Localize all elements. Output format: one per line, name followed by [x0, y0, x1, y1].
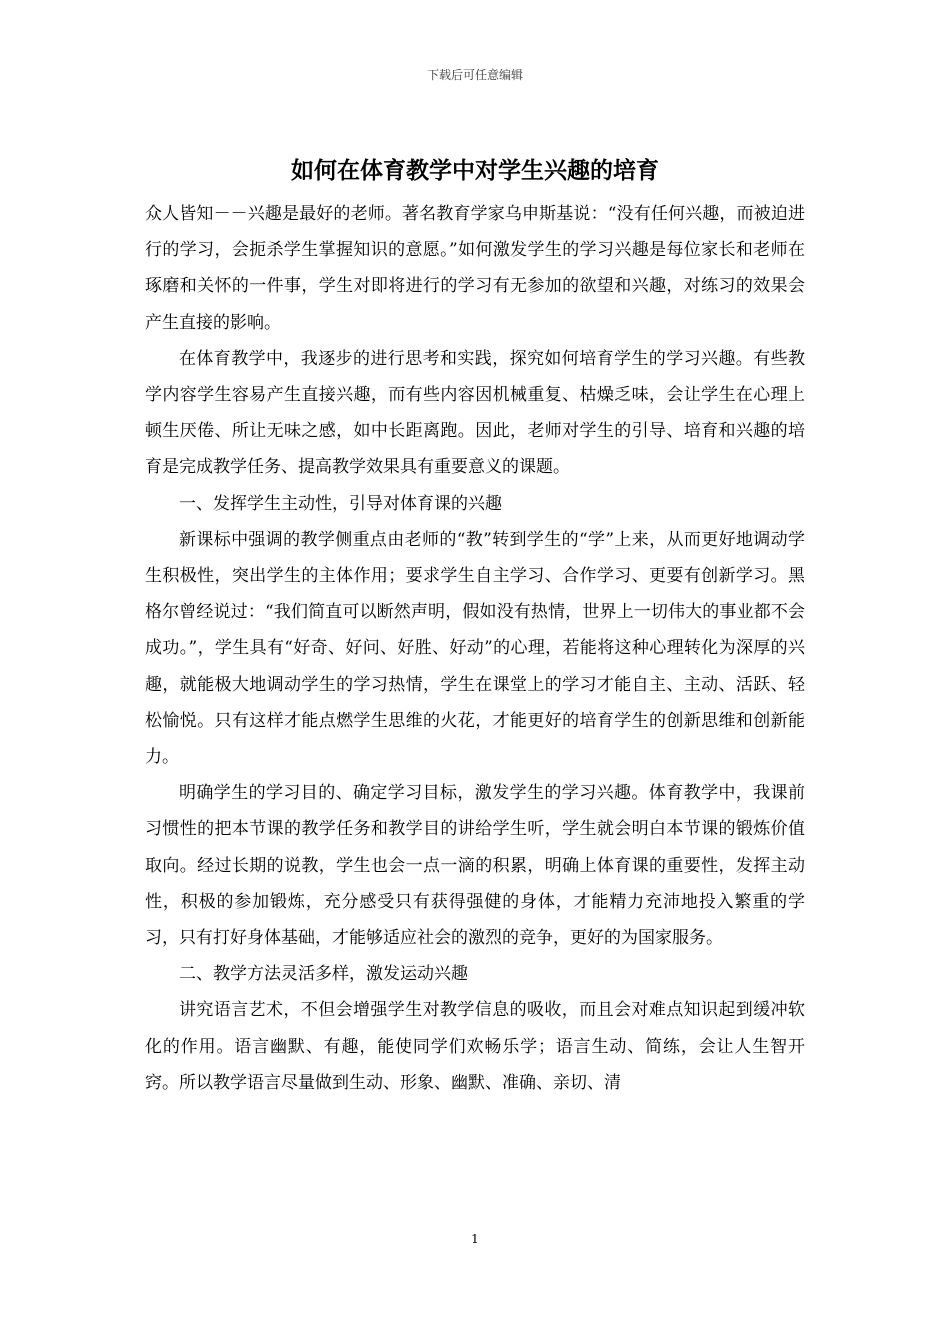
section-heading-1: 一、发挥学生主动性，引导对体育课的兴趣 — [179, 493, 502, 514]
paragraph: 新课标中强调的教学侧重点由老师的“教”转到学生的“学”上来，从而更好地调动学生积极性，突出学生的主体作用；要求学生自主学习、合作学习、更要有创新学习。黑格尔曾经说过：“我们简直可以断然声明，假如没有热情，世界上一切伟大的事业都不会成功。”，学生具有“好奇、好问、好胜、好动”的心理，若能将这种心理转化为深厚的兴趣，就能极大地调动学生的学习热情，学生在课堂上的学习才能自主、主动、活跃、轻松愉悦。只有这样才能点燃学生思维的火花，才能更好的培育学生的创新思维和创新能力。 — [145, 529, 805, 768]
paragraph: 在体育教学中，我逐步的进行思考和实践，探究如何培育学生的学习兴趣。有些教学内容学生容易产生直接兴趣，而有些内容因机械重复、枯燥乏味，会让学生在心理上顿生厌倦、所让无味之感，如中长距离跑。因此，老师对学生的引导、培育和兴趣的培育是完成教学任务、提高教学效果具有重要意义的课题。 — [145, 348, 805, 478]
paragraph-intro: 众人皆知－－兴趣是最好的老师。著名教育学家乌申斯基说：“没有任何兴趣，而被迫进行的学习，会扼杀学生掌握知识的意愿。”如何激发学生的学习兴趣是每位家长和老师在琢磨和关怀的一件事，学生对即将进行的学习有无参加的欲望和兴趣，对练习的效果会产生直接的影响。 — [145, 204, 805, 333]
paragraph: 明确学生的学习目的、确定学习目标，激发学生的学习兴趣。体育教学中，我课前习惯性的把本节课的教学任务和教学目的讲给学生听，学生就会明白本节课的锻炼价值取向。经过长期的说教，学生也会一点一滴的积累，明确上体育课的重要性，发挥主动性，积极的参加锻炼，充分感受只有获得强健的身体，才能精力充沛地投入繁重的学习，只有打好身体基础，才能够适应社会的激烈的竞争，更好的为国家服务。 — [145, 783, 805, 949]
page-number: 1 — [471, 1232, 479, 1246]
paragraph: 讲究语言艺术，不但会增强学生对教学信息的吸收，而且会对难点知识起到缓冲软化的作用。语言幽默、有趣，能使同学们欢畅乐学；语言生动、简练，会让人生智开窍。所以教学语言尽量做到生动、形象、幽默、准确、亲切、清 — [145, 1000, 805, 1093]
page-header-note: 下载后可任意编辑 — [426, 68, 523, 82]
document-body — [145, 196, 805, 1101]
section-heading-2: 二、教学方法灵活多样，激发运动兴趣 — [179, 964, 468, 985]
document-title: 如何在体育教学中对学生兴趣的培育 — [291, 157, 659, 184]
